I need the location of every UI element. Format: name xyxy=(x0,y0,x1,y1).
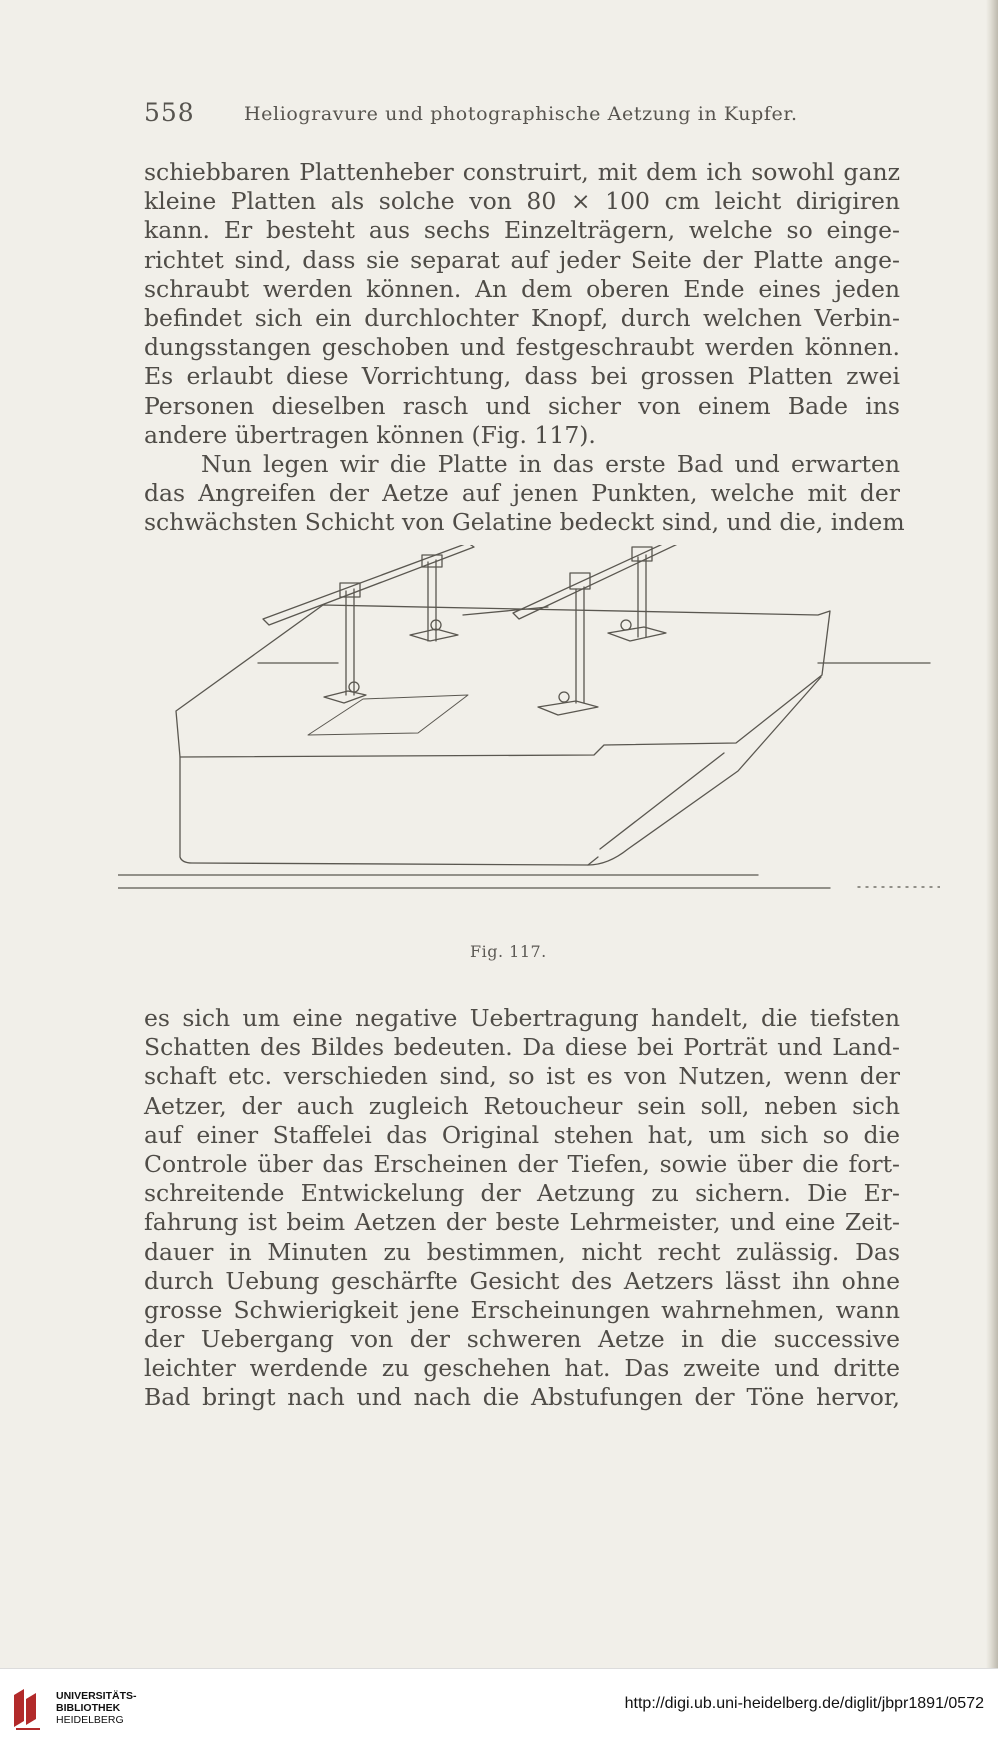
right-wingnut-rear xyxy=(621,620,631,630)
text-line: richtet sind, dass sie separat auf jeder Seite der Platte ange- xyxy=(144,245,900,274)
paragraph-bottom xyxy=(144,1004,900,1413)
text-line: befindet sich ein durchlochter Knopf, durch welchen Verbin- xyxy=(144,303,900,332)
figure-caption: Fig. 117. xyxy=(470,942,547,961)
library-city: HEIDELBERG xyxy=(56,1714,124,1726)
text-line: Schatten des Bildes bedeuten. Da diese bei Porträt und Land- xyxy=(144,1033,900,1062)
page-header xyxy=(144,98,904,132)
text-line: grosse Schwierigkeit jene Erscheinungen wahrnehmen, wann xyxy=(144,1295,900,1324)
text-line: schraubt werden können. An dem oberen Ende eines jeden xyxy=(144,274,900,303)
text-line: Personen dieselben rasch und sicher von einem Bade ins xyxy=(144,391,900,420)
text-line: dungsstangen geschoben und festgeschraubt werden können. xyxy=(144,333,900,362)
text-line: kann. Er besteht aus sechs Einzelträgern, welche so einge- xyxy=(144,216,900,245)
tray-inner-edge xyxy=(600,753,724,849)
text-line: leichter werdende zu geschehen hat. Das zweite und dritte xyxy=(144,1354,900,1383)
text-line: auf einer Staffelei das Original stehen hat, um sich so die xyxy=(144,1120,900,1149)
tray-side-wall xyxy=(180,677,821,865)
page-edge-shadow xyxy=(986,0,998,1668)
right-foot-front xyxy=(538,701,598,715)
text-line: das Angreifen der Aetze auf jenen Punkten, welche mit der xyxy=(144,479,900,508)
text-line: kleine Platten als solche von 80 × 100 cm leicht dirigiren xyxy=(144,187,900,216)
permalink[interactable]: http://digi.ub.uni-heidelberg.de/diglit/jbpr1891/0572 xyxy=(624,1695,984,1712)
text-line: durch Uebung geschärfte Gesicht des Aetzers lässt ihn ohne xyxy=(144,1266,900,1295)
text-line: fahrung ist beim Aetzen der beste Lehrmeister, und eine Zeit- xyxy=(144,1208,900,1237)
text-line: der Uebergang von der schweren Aetze in die successive xyxy=(144,1325,900,1354)
digitization-footer xyxy=(0,1668,998,1742)
text-line: Controle über das Erscheinen der Tiefen, sowie über die fort- xyxy=(144,1149,900,1178)
text-line: andere übertragen können (Fig. 117). xyxy=(144,420,596,449)
plate-surface xyxy=(308,695,468,735)
text-line: dauer in Minuten zu bestimmen, nicht recht zulässig. Das xyxy=(144,1237,900,1266)
library-name[interactable] xyxy=(56,1690,137,1726)
tray-top-rim xyxy=(176,605,830,757)
paragraph-top xyxy=(144,158,905,537)
running-title: Heliogravure und photographische Aetzung in Kupfer. xyxy=(244,103,798,125)
text-line: schwächsten Schicht von Gelatine bedeckt sind, und die, indem xyxy=(144,508,905,537)
library-name-line-2: BIBLIOTHEK xyxy=(56,1702,121,1714)
university-library-logo-icon[interactable] xyxy=(10,1687,46,1731)
text-line: schaft etc. verschieden sind, so ist es von Nutzen, wenn der xyxy=(144,1062,900,1091)
text-line: Es erlaubt diese Vorrichtung, dass bei grossen Platten zwei xyxy=(144,362,900,391)
library-name-line-1: UNIVERSITÄTS- xyxy=(56,1690,137,1702)
right-foot-rear xyxy=(608,627,666,641)
text-line: schiebbaren Plattenheber construirt, mit dem ich sowohl ganz xyxy=(144,158,900,186)
figure-plate-lifter xyxy=(118,545,940,940)
plate-lifter-illustration xyxy=(118,545,940,940)
right-wingnut-front xyxy=(559,692,569,702)
text-line: es sich um eine negative Uebertragung handelt, die tiefsten xyxy=(144,1004,900,1032)
left-foot-rear xyxy=(410,629,458,641)
page-number: 558 xyxy=(144,98,195,127)
text-line: schreitende Entwickelung der Aetzung zu sichern. Die Er- xyxy=(144,1179,900,1208)
text-line: Aetzer, der auch zugleich Retoucheur sein soll, neben sich xyxy=(144,1091,900,1120)
text-line: Nun legen wir die Platte in das erste Bad und erwarten xyxy=(201,449,900,478)
text-line: Bad bringt nach und nach die Abstufungen der Töne hervor, xyxy=(144,1383,900,1412)
